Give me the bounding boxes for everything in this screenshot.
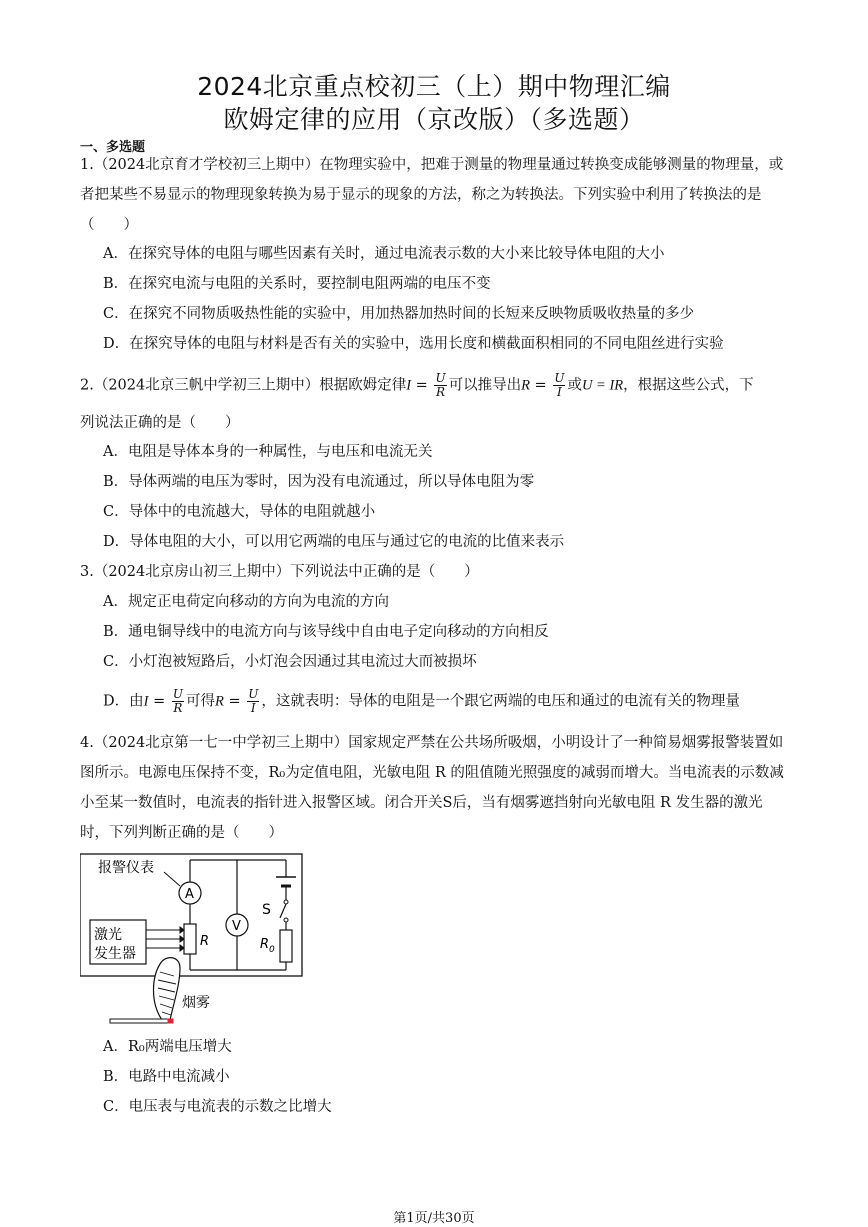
question-4-option-c: C．电压表与电流表的示数之比增大 [103, 1099, 332, 1115]
question-3-option-d: D．由I = $\frac{U}{R}$ 可得R = $\frac{U}{I}$ ，这就表明：导体的电阻是一个跟它两端的电压和通过的电流有关的物理量 [103, 687, 740, 715]
question-1-option-d: D．在探究导体的电阻与材料是否有关的实验中，选用长度和横截面积相同的不同电阻丝进行实验 [103, 336, 724, 352]
voltmeter-label: V [232, 919, 241, 934]
page-footer: 第1页/共30页 [393, 1211, 475, 1226]
fraction-u-over-i: $\frac{U}{I}$ [554, 371, 565, 399]
laser-beam-arrows [146, 927, 184, 951]
fraction-u-over-i: $\frac{U}{I}$ [248, 687, 259, 715]
document-subtitle: 欧姆定律的应用（京改版）（多选题） [223, 105, 645, 134]
laser-generator-line2: 发生器 [94, 946, 136, 962]
question-1-option-c: C．在探究不同物质吸热性能的实验中，用加热器加热时间的长短来反映物质吸收热量的多少 [103, 306, 695, 322]
question-2-option-a: A．电阻是导体本身的一种属性，与电压和电流无关 [103, 444, 433, 460]
fraction-u-over-r: $\frac{U}{R}$ [172, 687, 183, 715]
question-2-stem: 2.（2024北京三帆中学初三上期中）根据欧姆定律I = $\frac{U}{R}$ 可以推导出R = $\frac{U}{I}$ 或U = IR，根据这些公式，下 [80, 371, 754, 399]
smoke-label: 烟雾 [182, 995, 210, 1011]
switch-label: S [262, 902, 271, 918]
question-3-stem: 3.（2024北京房山初三上期中）下列说法中正确的是（ ） [80, 564, 479, 580]
laser-generator-line1: 激光 [94, 927, 122, 943]
ammeter-label: A [185, 887, 194, 902]
question-1-stem: 1.（2024北京育才学校初三上期中）在物理实验中，把难于测量的物理量通过转换变成能够测量的物理量，或者把某些不易显示的物理现象转换为易于显示的现象的方法，称之为转换法。下列实验中利用了转换法的是（ ） [80, 157, 784, 233]
question-2-option-b: B．导体两端的电压为零时，因为没有电流通过，所以导体电阻为零 [103, 474, 535, 490]
document-title: 2024北京重点校初三（上）期中物理汇编 [197, 72, 671, 101]
question-2-stem-line2: 列说法正确的是（ ） [80, 415, 240, 431]
resistor-r0-icon [280, 930, 292, 962]
alarm-meter-label: 报警仪表 [98, 860, 154, 876]
section-heading: 一、多选题 [80, 140, 146, 155]
question-4-option-b: B．电路中电流减小 [103, 1069, 230, 1085]
smoke-alarm-circuit-diagram [80, 852, 320, 1028]
question-3-option-b: B．通电铜导线中的电流方向与该导线中自由电子定向移动的方向相反 [103, 624, 549, 640]
question-1-option-b: B．在探究电流与电阻的关系时，要控制电阻两端的电压不变 [103, 276, 491, 292]
question-1-option-a: A．在探究导体的电阻与哪些因素有关时，通过电流表示数的大小来比较导体电阻的大小 [103, 246, 665, 262]
photoresistor-r-icon [184, 924, 196, 954]
question-2-option-c: C．导体中的电流越大，导体的电阻就越小 [103, 504, 376, 520]
photoresistor-label: R [200, 934, 210, 949]
question-3-option-c: C．小灯泡被短路后，小灯泡会因通过其电流过大而被损坏 [103, 654, 477, 670]
fraction-u-over-r: $\frac{U}{R}$ [435, 371, 446, 399]
cigarette-icon [110, 1019, 168, 1023]
question-3-option-a: A．规定正电荷定向移动的方向为电流的方向 [103, 594, 389, 610]
question-4-option-a: A．R₀两端电压增大 [103, 1039, 232, 1055]
question-4-stem: 4.（2024北京第一七一中学初三上期中）国家规定严禁在公共场所吸烟，小明设计了一种简易烟雾报警装置如图所示。电源电压保持不变，R₀为定值电阻，光敏电阻 R 的阻值随光照强度的减弱而增大。当电流表的示数减小至某一数值时，电流表的指针进入报警区域。闭合开关S后，当有烟雾遮挡射向光敏电阻 R 发生器的激光时，下列判断正确的是（ ） [80, 735, 784, 841]
smoke-plume-icon [154, 958, 181, 1020]
r0-label: $R_0$ [260, 937, 275, 955]
question-2-option-d: D．导体电阻的大小，可以用它两端的电压与通过它的电流的比值来表示 [103, 534, 565, 550]
switch-icon [280, 904, 286, 918]
